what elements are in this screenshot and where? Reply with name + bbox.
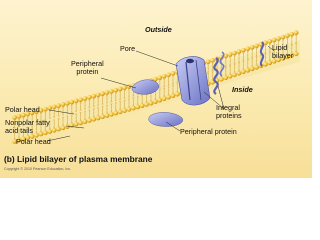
polar-head-top: [83, 96, 88, 101]
polar-head-bottom: [250, 67, 255, 72]
polar-head-top: [294, 30, 299, 35]
polar-head-bottom: [109, 112, 114, 117]
fatty-acid-tail-bottom: [256, 56, 257, 65]
label-peripheral-protein-bottom: Peripheral protein: [180, 127, 237, 136]
fatty-acid-tail-top: [106, 95, 107, 104]
fatty-acid-tail-top: [124, 90, 125, 99]
polar-head-bottom: [149, 101, 154, 106]
polar-head-top: [65, 101, 70, 106]
polar-head-top: [114, 88, 119, 93]
polar-head-bottom: [100, 115, 105, 120]
fatty-acid-tail-top: [71, 104, 72, 113]
fatty-acid-tail-top: [243, 52, 244, 61]
fatty-acid-tail-top: [128, 89, 129, 98]
polar-head-bottom: [140, 103, 145, 108]
polar-head-bottom: [237, 71, 242, 76]
polar-head-bottom: [228, 74, 233, 79]
fatty-acid-tail-bottom: [89, 109, 90, 118]
fatty-acid-tail-top: [256, 48, 257, 57]
polar-head-top: [250, 45, 255, 50]
fatty-acid-tail-bottom: [120, 101, 121, 110]
polar-head-bottom: [144, 102, 149, 107]
fatty-acid-tail-top: [89, 99, 90, 108]
polar-head-top: [70, 100, 75, 105]
fatty-acid-tail-top: [172, 75, 173, 84]
polar-head-bottom: [114, 111, 119, 116]
polar-head-top: [92, 94, 97, 99]
fatty-acid-tail-top: [234, 55, 235, 64]
polar-head-bottom: [241, 70, 246, 75]
polar-head-bottom: [127, 107, 132, 112]
fatty-acid-tail-bottom: [54, 119, 55, 128]
label-integral-line2: proteins: [216, 111, 242, 120]
fatty-acid-tail-bottom: [58, 118, 59, 127]
fatty-acid-tail-bottom: [111, 103, 112, 112]
fatty-acid-tail-top: [230, 56, 231, 65]
polar-head-bottom: [52, 128, 57, 133]
fatty-acid-tail-bottom: [67, 116, 68, 125]
polar-head-top: [210, 58, 215, 63]
fatty-acid-tail-top: [58, 108, 59, 117]
polar-head-bottom: [96, 116, 101, 121]
polar-head-top: [52, 104, 57, 109]
label-integral-proteins: [216, 104, 242, 120]
fatty-acid-tail-top: [212, 62, 213, 71]
polar-head-bottom: [131, 106, 136, 111]
fatty-acid-tail-top: [102, 96, 103, 105]
fatty-acid-tail-bottom: [230, 65, 231, 74]
fatty-acid-tail-top: [62, 106, 63, 115]
polar-head-bottom: [158, 98, 163, 103]
fatty-acid-tail-bottom: [71, 114, 72, 123]
fatty-acid-tail-bottom: [155, 91, 156, 100]
label-peripheral-protein-top: [71, 60, 104, 76]
polar-head-top: [43, 107, 48, 112]
fatty-acid-tail-bottom: [234, 64, 235, 73]
polar-head-top: [246, 46, 251, 51]
fatty-acid-tail-bottom: [106, 105, 107, 114]
fatty-acid-tail-bottom: [296, 43, 297, 52]
fatty-acid-tail-bottom: [225, 67, 226, 76]
fatty-acid-tail-bottom: [142, 95, 143, 104]
polar-head-bottom: [136, 105, 141, 110]
copyright-notice: Copyright © 2010 Pearson Education, Inc.: [4, 167, 72, 171]
polar-head-top: [285, 33, 290, 38]
fatty-acid-tail-bottom: [76, 113, 77, 122]
fatty-acid-tail-bottom: [212, 71, 213, 80]
fatty-acid-tail-top: [265, 45, 266, 54]
polar-head-bottom: [219, 77, 224, 82]
fatty-acid-tail-top: [208, 64, 209, 73]
polar-head-bottom: [92, 117, 97, 122]
polar-head-top: [78, 97, 83, 102]
fatty-acid-tail-bottom: [137, 96, 138, 105]
fatty-acid-tail-top: [76, 103, 77, 112]
polar-head-top: [61, 102, 66, 107]
polar-head-bottom: [263, 62, 268, 67]
polar-head-bottom: [254, 65, 259, 70]
peripheral-protein-bottom: [149, 112, 183, 126]
fatty-acid-tail-top: [296, 35, 297, 44]
label-peripheral-line2: protein: [76, 67, 99, 76]
label-polar-head-bottom: Polar head: [16, 137, 51, 146]
polar-head-bottom: [122, 108, 127, 113]
fatty-acid-tail-top: [225, 58, 226, 67]
fatty-acid-tail-top: [120, 91, 121, 100]
polar-head-top: [206, 59, 211, 64]
polar-head-top: [290, 32, 295, 37]
polar-head-bottom: [153, 99, 158, 104]
label-nonpolar-line1: Nonpolar fatty: [5, 118, 50, 127]
fatty-acid-tail-bottom: [269, 52, 270, 61]
polar-head-bottom: [171, 93, 176, 98]
fatty-acid-tail-top: [238, 54, 239, 63]
fatty-acid-tail-bottom: [238, 62, 239, 71]
fatty-acid-tail-bottom: [84, 111, 85, 120]
polar-head-bottom: [56, 127, 61, 132]
fatty-acid-tail-top: [168, 77, 169, 86]
label-lipid-line1: Lipid: [272, 43, 288, 52]
fatty-acid-tail-bottom: [265, 53, 266, 62]
fatty-acid-tail-top: [93, 98, 94, 107]
polar-head-top: [105, 90, 110, 95]
polar-head-bottom: [268, 61, 273, 66]
label-inside: Inside: [232, 85, 253, 94]
label-nonpolar-tails: [5, 119, 50, 135]
polar-head-bottom: [105, 113, 110, 118]
polar-head-bottom: [87, 118, 92, 123]
polar-head-top: [254, 43, 259, 48]
polar-head-top: [162, 74, 167, 79]
fatty-acid-tail-bottom: [208, 73, 209, 82]
fatty-acid-tail-bottom: [252, 58, 253, 67]
fatty-acid-tail-bottom: [93, 108, 94, 117]
polar-head-bottom: [175, 92, 180, 97]
figure-caption: (b) Lipid bilayer of plasma membrane: [4, 154, 153, 164]
polar-head-bottom: [61, 126, 66, 131]
fatty-acid-tail-bottom: [133, 97, 134, 106]
polar-head-bottom: [78, 121, 83, 126]
label-lipid-bilayer: [272, 44, 293, 60]
label-bilayer-line2: bilayer: [272, 51, 294, 60]
fatty-acid-tail-top: [159, 80, 160, 89]
polar-head-top: [87, 95, 92, 100]
fatty-acid-tail-bottom: [177, 83, 178, 92]
polar-head-top: [276, 36, 281, 41]
fatty-acid-tail-bottom: [168, 86, 169, 95]
polar-head-top: [56, 103, 61, 108]
polar-head-top: [118, 87, 123, 92]
polar-head-top: [237, 49, 242, 54]
fatty-acid-tail-top: [111, 93, 112, 102]
polar-head-bottom: [224, 75, 229, 80]
fatty-acid-tail-top: [80, 102, 81, 111]
fatty-acid-tail-bottom: [124, 100, 125, 109]
polar-head-bottom: [162, 96, 167, 101]
fatty-acid-tail-bottom: [62, 117, 63, 126]
polar-head-top: [241, 48, 246, 53]
fatty-acid-tail-bottom: [102, 106, 103, 115]
polar-head-top: [158, 75, 163, 80]
fatty-acid-tail-top: [164, 78, 165, 87]
label-integral-line1: Integral: [216, 103, 240, 112]
polar-head-top: [109, 89, 114, 94]
polar-head-top: [272, 38, 277, 43]
polar-head-bottom: [166, 95, 171, 100]
fatty-acid-tail-top: [247, 51, 248, 60]
fatty-acid-tail-top: [98, 97, 99, 106]
polar-head-top: [232, 51, 237, 56]
fatty-acid-tail-bottom: [98, 107, 99, 116]
fatty-acid-tail-bottom: [164, 88, 165, 97]
polar-head-bottom: [83, 119, 88, 124]
fatty-acid-tail-top: [54, 109, 55, 118]
polar-head-bottom: [294, 52, 299, 57]
polar-head-top: [171, 71, 176, 76]
polar-head-bottom: [74, 122, 79, 127]
label-pore: Pore: [120, 44, 136, 53]
polar-head-top: [100, 91, 105, 96]
polar-head-top: [166, 73, 171, 78]
fatty-acid-tail-bottom: [128, 98, 129, 107]
fatty-acid-tail-bottom: [247, 59, 248, 68]
fatty-acid-tail-bottom: [146, 93, 147, 102]
fatty-acid-tail-top: [84, 100, 85, 109]
polar-head-top: [74, 99, 79, 104]
fatty-acid-tail-top: [252, 49, 253, 58]
polar-head-top: [122, 85, 127, 90]
fatty-acid-tail-bottom: [172, 85, 173, 94]
label-outside: Outside: [145, 25, 172, 34]
fatty-acid-tail-bottom: [115, 102, 116, 111]
polar-head-bottom: [246, 68, 251, 73]
label-peripheral-line1: Peripheral: [71, 59, 104, 68]
polar-head-bottom: [65, 124, 70, 129]
fatty-acid-tail-bottom: [243, 61, 244, 70]
label-nonpolar-line2: acid tails: [5, 126, 33, 135]
label-polar-head-top: Polar head: [5, 105, 40, 114]
polar-head-bottom: [232, 73, 237, 78]
polar-head-bottom: [118, 110, 123, 115]
polar-head-top: [281, 35, 286, 40]
fatty-acid-tail-bottom: [80, 112, 81, 121]
polar-head-top: [228, 52, 233, 57]
fatty-acid-tail-top: [115, 92, 116, 101]
polar-head-top: [48, 106, 53, 111]
fatty-acid-tail-bottom: [159, 89, 160, 98]
polar-head-top: [96, 93, 101, 98]
